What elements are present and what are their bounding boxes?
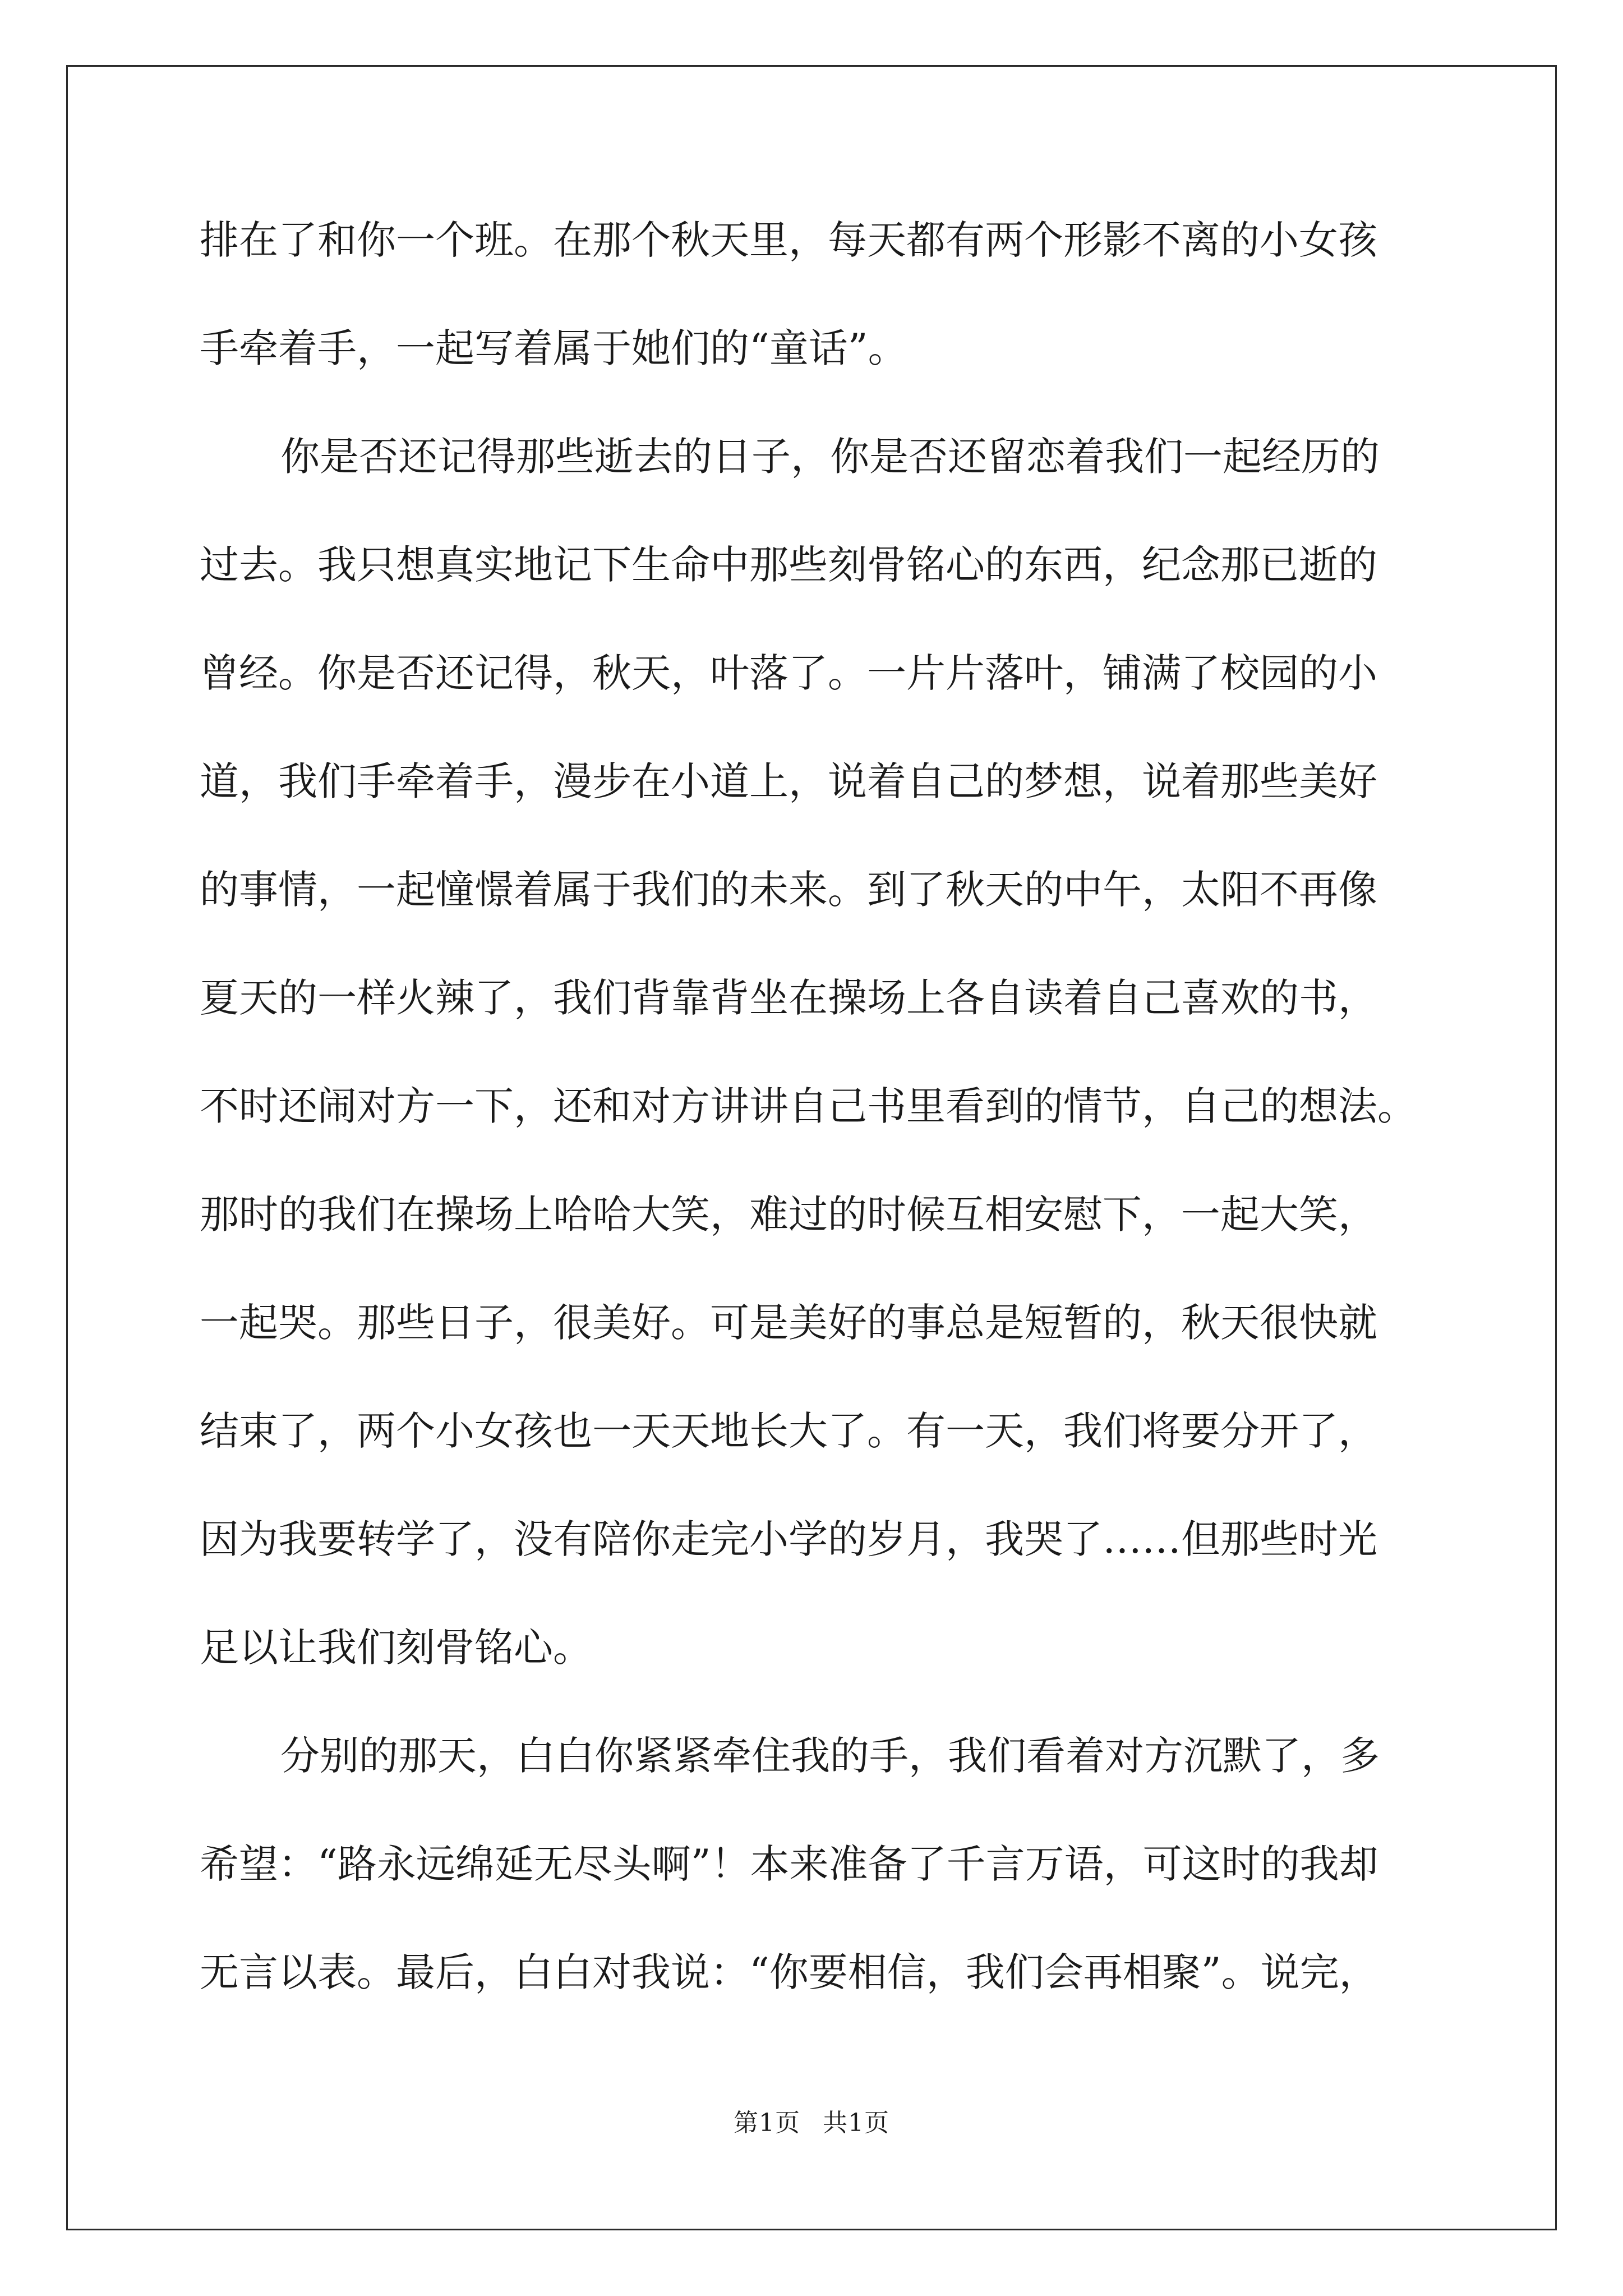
- text-line: 足以让我们刻骨铭心。: [200, 1625, 592, 1671]
- paragraph-start-line: 分别的那天，白白你紧紧牵住我的手，我们看着对方沉默了，多: [280, 1733, 1380, 1779]
- document-body: [200, 212, 1433, 2053]
- text-line: 的事情，一起憧憬着属于我们的未来。到了秋天的中午，太阳不再像: [200, 867, 1377, 913]
- text-line: 夏天的一样火辣了，我们背靠背坐在操场上各自读着自己喜欢的书，: [200, 975, 1377, 1021]
- text-line: 结束了，两个小女孩也一天天地长大了。有一天，我们将要分开了，: [200, 1408, 1377, 1454]
- text-line: 过去。我只想真实地记下生命中那些刻骨铭心的东西，纪念那已逝的: [200, 542, 1377, 588]
- text-line: 手牵着手，一起写着属于她们的“童话”。: [200, 325, 907, 371]
- page-number-current: 第1页: [734, 2109, 800, 2137]
- text-line: 不时还闹对方一下，还和对方讲讲自己书里看到的情节，自己的想法。: [200, 1083, 1417, 1129]
- text-line: 排在了和你一个班。在那个秋天里，每天都有两个形影不离的小女孩: [200, 217, 1377, 263]
- page-footer: [0, 2102, 1623, 2138]
- text-line: 那时的我们在操场上哈哈大笑，难过的时候互相安慰下，一起大笑，: [200, 1191, 1377, 1237]
- text-line: 希望：“路永远绵延无尽头啊”！本来准备了千言万语，可这时的我却: [200, 1841, 1378, 1887]
- text-line: 曾经。你是否还记得，秋天，叶落了。一片片落叶，铺满了校园的小: [200, 650, 1377, 696]
- text-line: 道，我们手牵着手，漫步在小道上，说着自己的梦想，说着那些美好: [200, 758, 1377, 804]
- paragraph-start-line: 你是否还记得那些逝去的日子，你是否还留恋着我们一起经历的: [280, 434, 1380, 480]
- text-line: 无言以表。最后，白白对我说：“你要相信，我们会再相聚”。说完，: [200, 1949, 1378, 1995]
- text-line: 一起哭。那些日子，很美好。可是美好的事总是短暂的，秋天很快就: [200, 1300, 1377, 1346]
- text-line: 因为我要转学了，没有陪你走完小学的岁月，我哭了……但那些时光: [200, 1516, 1377, 1562]
- page-number-total: 共1页: [823, 2109, 889, 2137]
